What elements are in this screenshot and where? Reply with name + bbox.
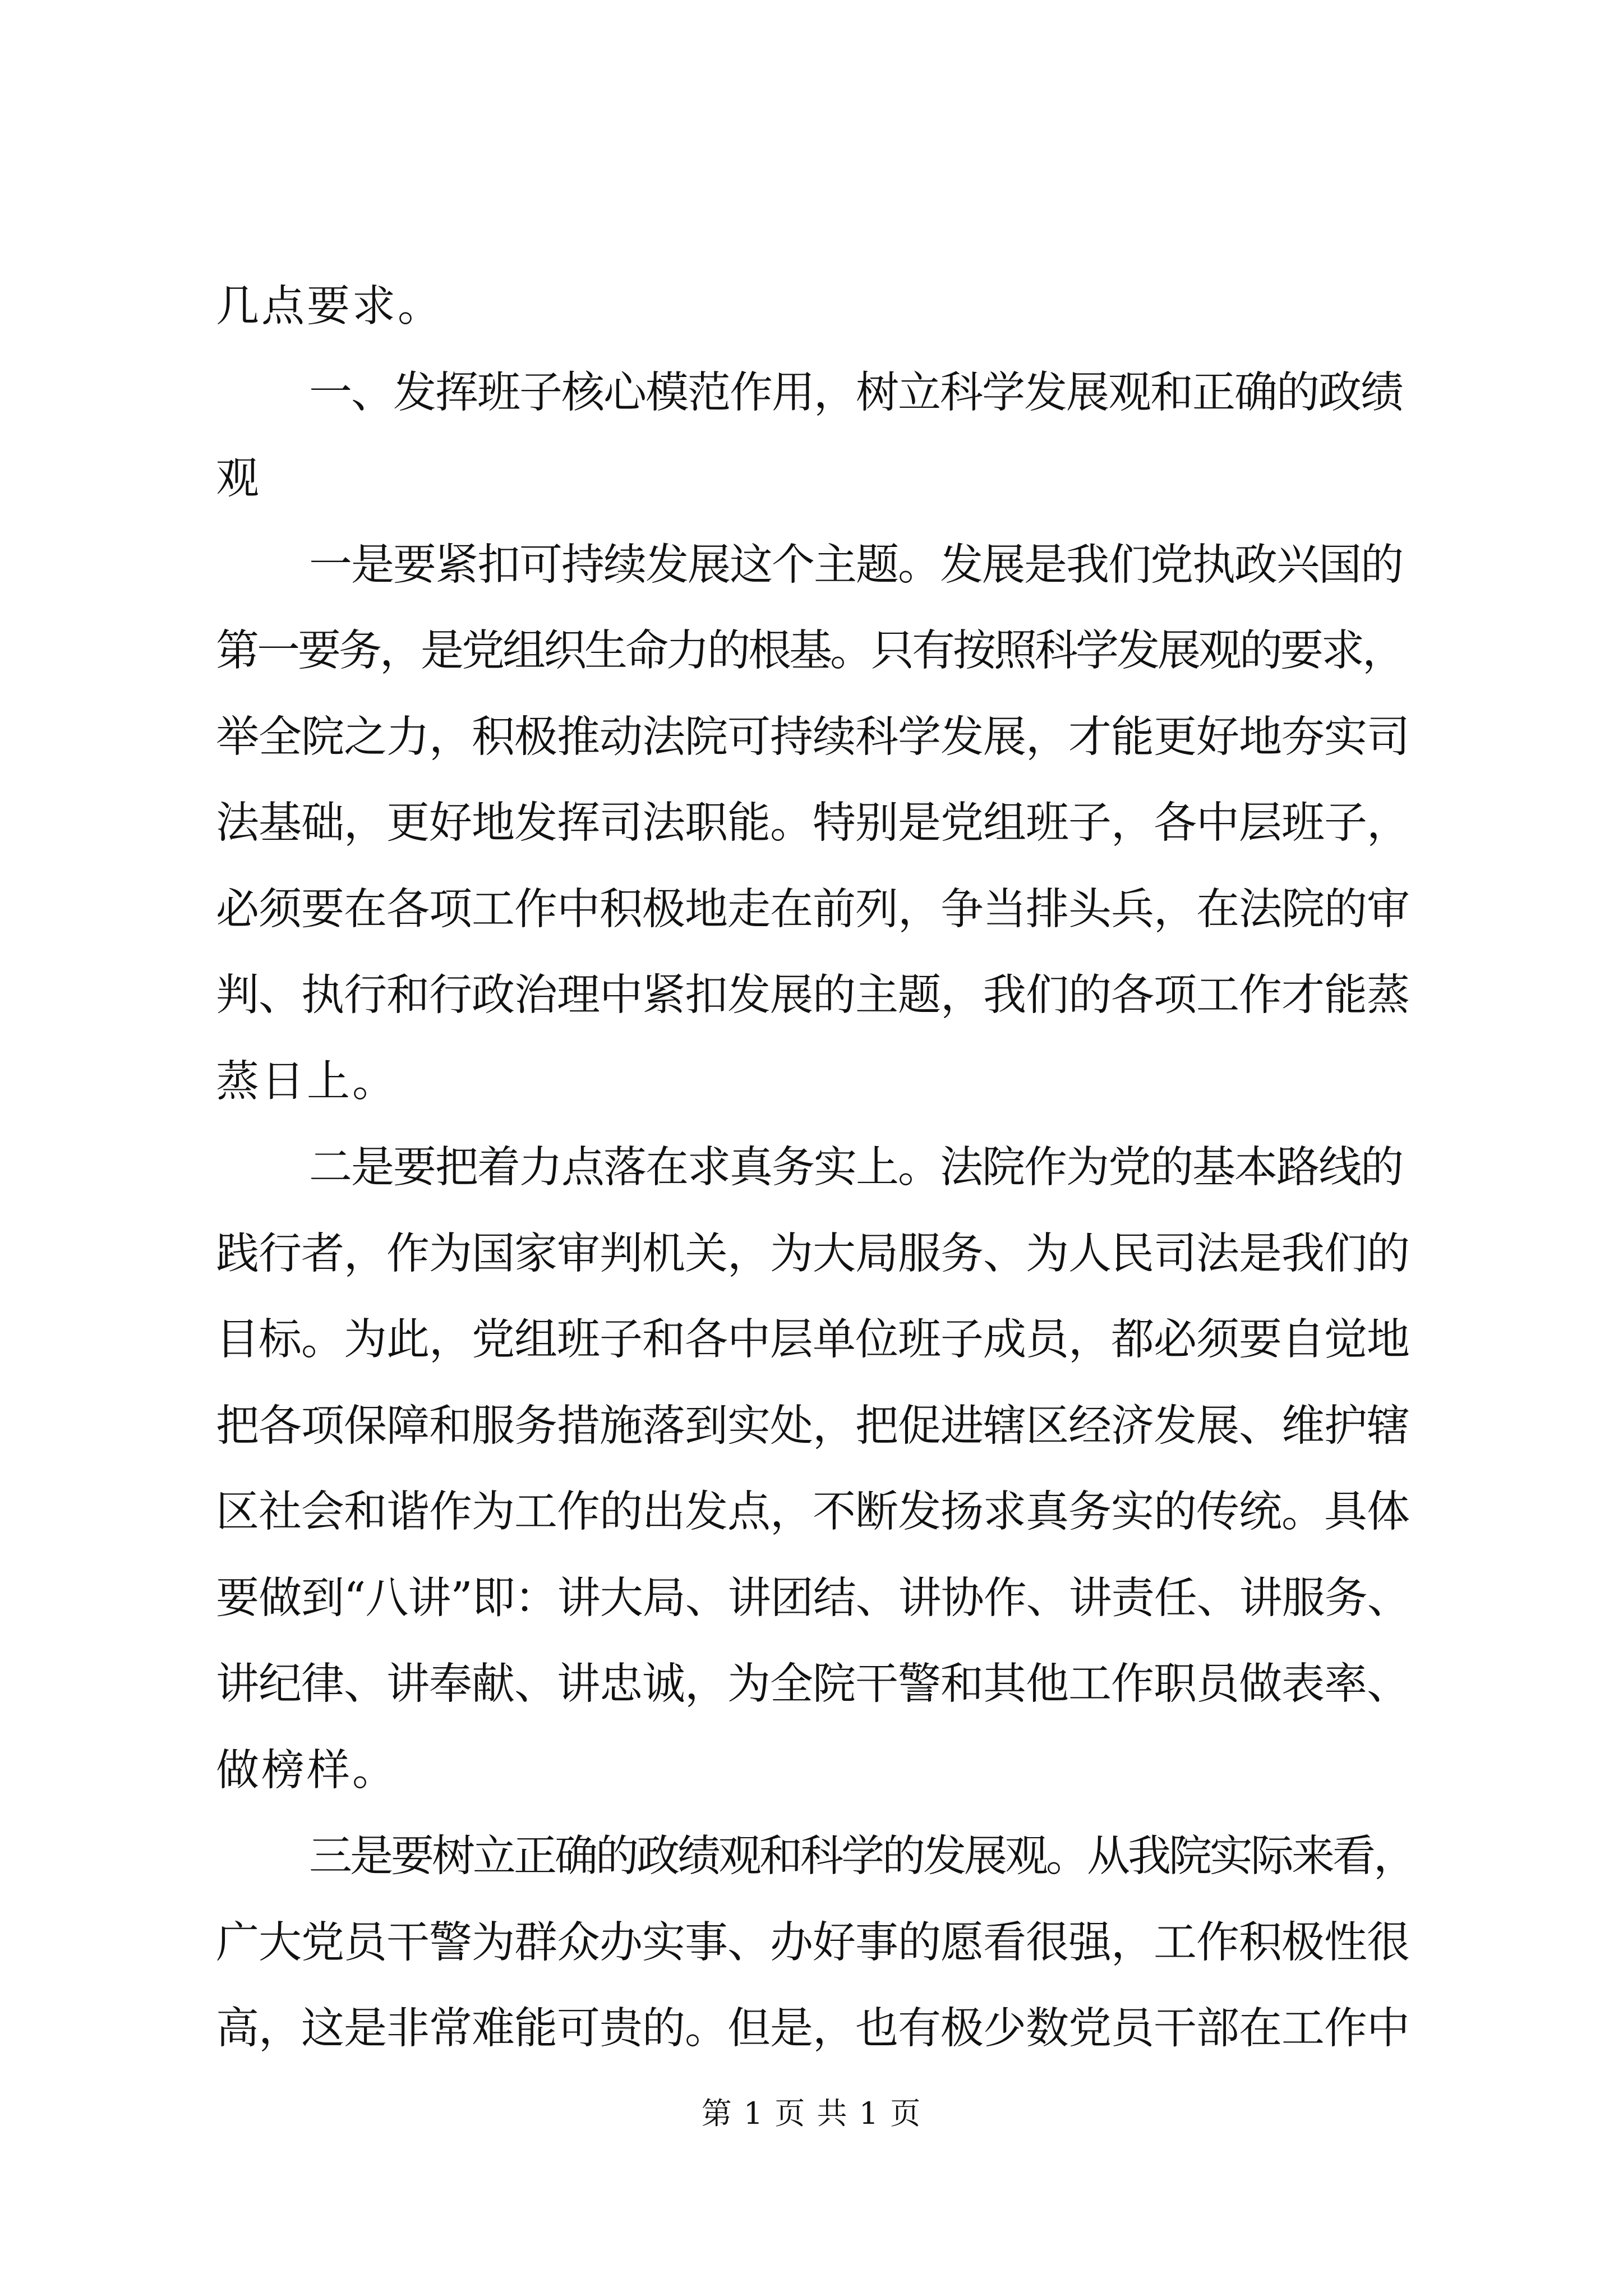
text-line: 必须要在各项工作中积极地走在前列，争当排头兵，在法院的审 [216,884,1409,935]
page-footer: 第 1 页 共 1 页 [701,2096,922,2131]
text-line: 几点要求。 [216,282,443,332]
text-line: 高，这是非常难能可贵的。但是，也有极少数党员干部在工作中 [216,2004,1409,2054]
text-line: 二是要把着力点落在求真务实上。法院作为党的基本路线的 [309,1143,1403,1193]
text-line: 观 [216,454,261,504]
text-line: 蒸日上。 [216,1056,398,1107]
text-line: 目标。为此，党组班子和各中层单位班子成员，都必须要自觉地 [216,1315,1409,1365]
text-line: 广大党员干警为群众办实事、办好事的愿看很强，工作积极性很 [216,1917,1409,1968]
text-line: 第一要务，是党组织生命力的根基。只有按照科学发展观的要求， [216,626,1403,676]
text-line: 一是要紧扣可持续发展这个主题。发展是我们党执政兴国的 [309,540,1403,590]
text-line: 法基础，更好地发挥司法职能。特别是党组班子，各中层班子， [216,798,1409,848]
text-line: 一、发挥班子核心模范作用，树立科学发展观和正确的政绩 [309,367,1403,418]
text-line: 区社会和谐作为工作的出发点，不断发扬求真务实的传统。具体 [216,1487,1409,1537]
text-line: 举全院之力，积极推动法院可持续科学发展，才能更好地夯实司 [216,712,1409,762]
text-line: 践行者，作为国家审判机关，为大局服务、为人民司法是我们的 [216,1228,1409,1279]
text-line: 判、执行和行政治理中紧扣发展的主题，我们的各项工作才能蒸 [216,970,1409,1020]
document-body [216,264,1416,2072]
text-line: 要做到“八讲”即：讲大局、讲团结、讲协作、讲责任、讲服务、 [216,1573,1410,1623]
text-line: 三是要树立正确的政绩观和科学的发展观。从我院实际来看， [309,1832,1414,1881]
text-line: 把各项保障和服务措施落到实处，把促进辖区经济发展、维护辖 [216,1401,1409,1451]
text-line: 做榜样。 [216,1745,398,1796]
text-line: 讲纪律、讲奉献、讲忠诚，为全院干警和其他工作职员做表率、 [216,1659,1409,1709]
